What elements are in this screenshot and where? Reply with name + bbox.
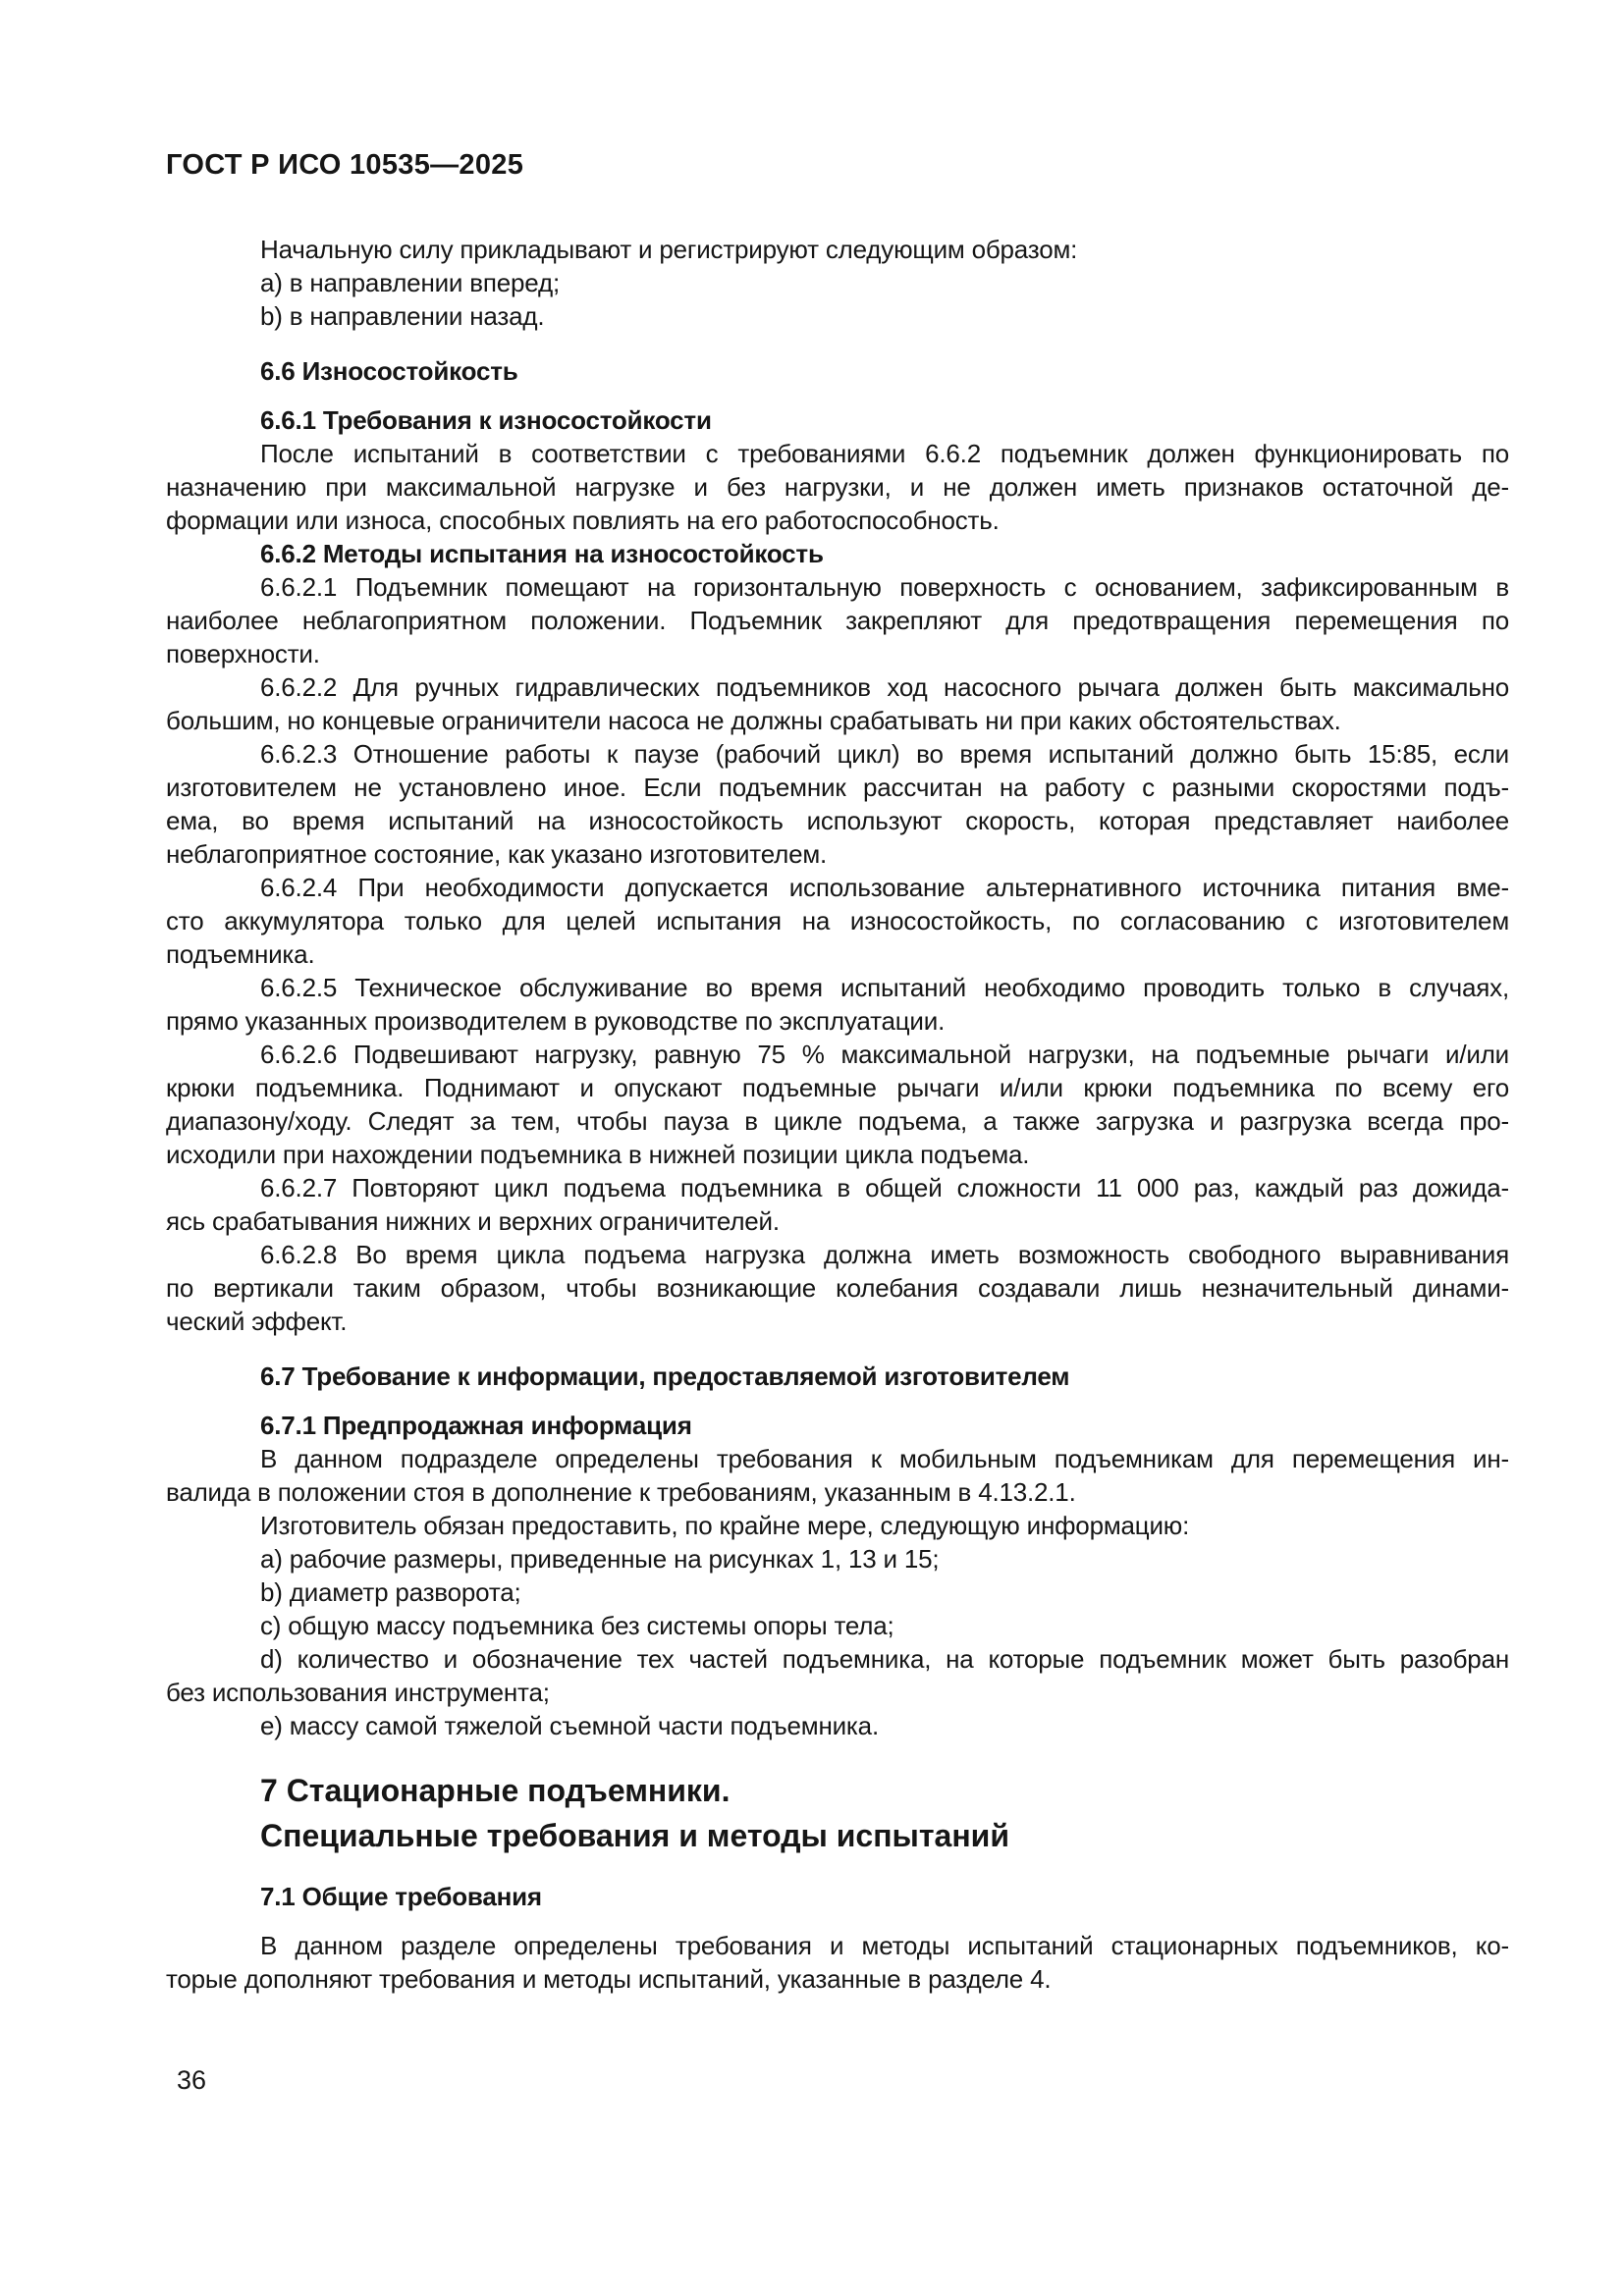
paragraph — [166, 1171, 1509, 1238]
page-number: 36 — [177, 2065, 207, 2095]
list-item — [166, 1709, 1509, 1742]
chapter-heading — [166, 1768, 1509, 1858]
text-line: 6.6.2.8 Во время цикла подъема нагрузка должна иметь возможность свободного выравнивания — [260, 1240, 1509, 1269]
text-line: по вертикали таким образом, чтобы возникающие колебания создавали лишь незначительный динами- — [166, 1273, 1509, 1303]
paragraph — [166, 1929, 1509, 1996]
text-line: Изготовитель обязан предоставить, по крайне мере, следующую информацию: — [260, 1511, 1190, 1540]
paragraph — [166, 1442, 1509, 1509]
text-line: b) в направлении назад. — [260, 301, 545, 331]
text-line: 6.6.2.7 Повторяют цикл подъема подъемника в общей сложности 11 000 раз, каждый раз дожида- — [260, 1173, 1509, 1202]
subsection-heading: 6.6.1 Требования к износостойкости — [260, 405, 712, 435]
text-line: ясь срабатывания нижних и верхних ограничителей. — [166, 1206, 780, 1236]
text-line: Начальную силу прикладывают и регистрируют следующим образом: — [260, 235, 1078, 264]
paragraph — [166, 971, 1509, 1038]
list-item — [166, 266, 1509, 299]
text-line: прямо указанных производителем в руководстве по эксплуатации. — [166, 1006, 946, 1036]
paragraph — [166, 670, 1509, 737]
list-item — [166, 299, 1509, 333]
text-line: без использования инструмента; — [166, 1678, 550, 1707]
text-line: 6.6.2.2 Для ручных гидравлических подъемников ход насосного рычага должен быть максимально — [260, 672, 1509, 702]
text-line: ческий эффект. — [166, 1307, 348, 1336]
text-line: a) рабочие размеры, приведенные на рисунках 1, 13 и 15; — [260, 1544, 940, 1574]
text-line: 6.6.2.6 Подвешивают нагрузку, равную 75 % максимальной нагрузки, на подъемные рычаги и/или — [260, 1040, 1509, 1069]
text-line: валида в положении стоя в дополнение к требованиям, указанным в 4.13.2.1. — [166, 1477, 1076, 1507]
text-line: назначению при максимальной нагрузке и без нагрузки, и не должен иметь признаков остаточной де- — [166, 472, 1509, 502]
text-line: наиболее неблагоприятном положении. Подъемник закрепляют для предотвращения перемещения по — [166, 606, 1509, 635]
text-line: В данном подразделе определены требования к мобильным подъемникам для перемещения ин- — [260, 1444, 1509, 1473]
paragraph — [166, 737, 1509, 871]
text-line: большим, но концевые ограничители насоса не должны срабатывать ни при каких обстоятельствах. — [166, 706, 1341, 735]
text-line: крюки подъемника. Поднимают и опускают подъемные рычаги и/или крюки подъемника по всему его — [166, 1073, 1509, 1102]
text-line: В данном разделе определены требования и методы испытаний стационарных подъемников, ко- — [260, 1931, 1509, 1960]
content — [166, 233, 1509, 1996]
text-line: неблагоприятное состояние, как указано изготовителем. — [166, 839, 828, 869]
paragraph — [166, 871, 1509, 971]
document-standard-designation: ГОСТ Р ИСО 10535—2025 — [166, 149, 524, 181]
text-line: 6.6.2.5 Техническое обслуживание во время испытаний необходимо проводить только в случаях, — [260, 973, 1509, 1002]
text-line: d) количество и обозначение тех частей подъемника, на которые подъемник может быть разобран — [260, 1644, 1509, 1674]
text-line: формации или износа, способных повлиять на его работоспособность. — [166, 506, 1000, 535]
paragraph — [166, 1509, 1509, 1542]
text-line: диапазону/ходу. Следят за тем, чтобы пауза в цикле подъема, а также загрузка и разгрузка всегда про- — [166, 1106, 1509, 1136]
paragraph — [166, 233, 1509, 266]
list-item — [166, 1642, 1509, 1709]
text-line: сто аккумулятора только для целей испытания на износостойкость, по согласованию с изготовителем — [166, 906, 1509, 935]
text-line: a) в направлении вперед; — [260, 268, 560, 297]
list-item — [166, 1575, 1509, 1609]
list-item — [166, 1542, 1509, 1575]
paragraph — [166, 437, 1509, 537]
text-line: торые дополняют требования и методы испытаний, указанные в разделе 4. — [166, 1964, 1052, 1994]
subsection-heading: 6.6.2 Методы испытания на износостойкость — [260, 539, 824, 568]
subsection-heading: 6.7.1 Предпродажная информация — [260, 1411, 692, 1440]
section-heading: 6.6 Износостойкость — [260, 356, 518, 386]
text-line: e) массу самой тяжелой съемной части подъемника. — [260, 1711, 879, 1740]
text-line: изготовителем не установлено иное. Если подъемник рассчитан на работу с разными скоростями подъ- — [166, 773, 1509, 802]
section-heading: 6.7 Требование к информации, предоставляемой изготовителем — [260, 1362, 1070, 1391]
paragraph — [166, 1238, 1509, 1338]
list-item — [166, 1609, 1509, 1642]
text-line: c) общую массу подъемника без системы опоры тела; — [260, 1611, 894, 1640]
paragraph — [166, 570, 1509, 670]
section-heading: 7.1 Общие требования — [260, 1882, 542, 1911]
text-line: подъемника. — [166, 939, 315, 969]
text-line: ема, во время испытаний на износостойкость используют скорость, которая представляет наиболее — [166, 806, 1509, 835]
text-line: поверхности. — [166, 639, 320, 668]
text-line: После испытаний в соответствии с требованиями 6.6.2 подъемник должен функционировать по — [260, 439, 1509, 468]
text-line: 6.6.2.4 При необходимости допускается использование альтернативного источника питания вме- — [260, 873, 1509, 902]
paragraph — [166, 1038, 1509, 1171]
text-line: 6.6.2.3 Отношение работы к паузе (рабочий цикл) во время испытаний должно быть 15:85, если — [260, 739, 1509, 769]
text-line: исходили при нахождении подъемника в нижней позиции цикла подъема. — [166, 1140, 1030, 1169]
text-line: 7 Стационарные подъемники. — [260, 1773, 731, 1808]
text-line: 6.6.2.1 Подъемник помещают на горизонтальную поверхность с основанием, зафиксированным в — [260, 572, 1509, 602]
text-line: Специальные требования и методы испытаний — [260, 1818, 1010, 1853]
text-line: b) диаметр разворота; — [260, 1577, 521, 1607]
